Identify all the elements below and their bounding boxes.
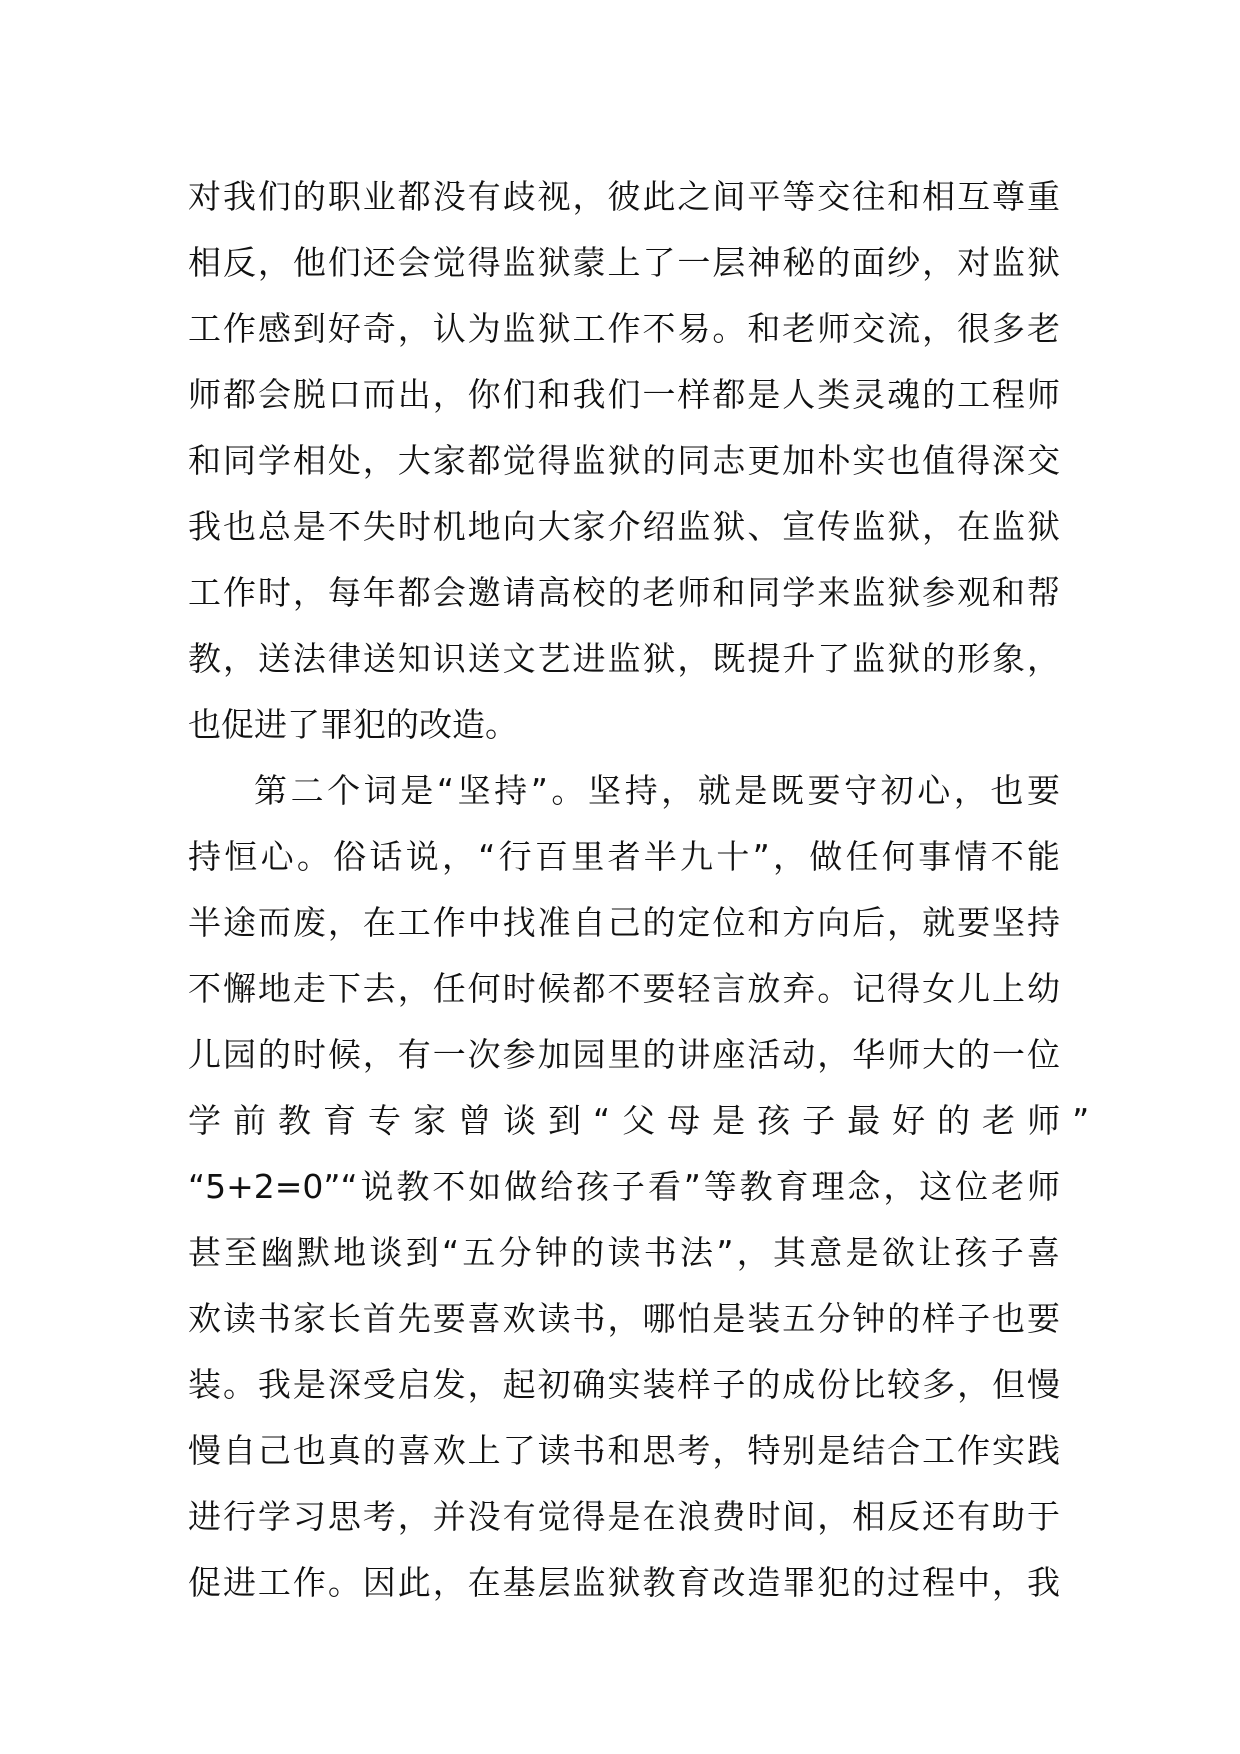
text-line: “5+2=0”“说教不如做给孩子看”等教育理念，这位老师 [188,1167,1060,1206]
text-line: 对我们的职业都没有歧视，彼此之间平等交往和相互尊重 [188,177,1060,216]
text-line: 也促进了罪犯的改造。 [188,705,518,744]
text-line: 持恒心。俗话说，“行百里者半九十”，做任何事情不能 [188,837,1060,876]
text-line: 师都会脱口而出，你们和我们一样都是人类灵魂的工程师 [188,375,1060,414]
text-line: 工作感到好奇，认为监狱工作不易。和老师交流，很多老 [188,309,1060,348]
paragraph-first-line: 第二个词是“坚持”。坚持，就是既要守初心，也要 [254,771,1060,810]
text-line: 半途而废，在工作中找准自己的定位和方向后，就要坚持 [188,903,1060,942]
text-line: 装。我是深受启发，起初确实装样子的成份比较多，但慢 [188,1365,1060,1404]
text-line: 不懈地走下去，任何时候都不要轻言放弃。记得女儿上幼 [188,969,1060,1008]
body-text [188,164,1102,1616]
text-line: 我也总是不失时机地向大家介绍监狱、宣传监狱，在监狱 [188,507,1060,546]
text-line: 相反，他们还会觉得监狱蒙上了一层神秘的面纱，对监狱 [188,243,1060,282]
text-line: 慢自己也真的喜欢上了读书和思考，特别是结合工作实践 [188,1431,1060,1470]
text-line: 欢读书家长首先要喜欢读书，哪怕是装五分钟的样子也要 [188,1299,1060,1338]
text-line: 儿园的时候，有一次参加园里的讲座活动，华师大的一位 [188,1035,1060,1074]
text-line: 教，送法律送知识送文艺进监狱，既提升了监狱的形象， [188,639,1060,678]
text-line: 促进工作。因此，在基层监狱教育改造罪犯的过程中，我 [188,1563,1060,1602]
text-line: 工作时，每年都会邀请高校的老师和同学来监狱参观和帮 [188,573,1060,612]
text-line: 学前教育专家曾谈到“父母是孩子最好的老师” [188,1101,1102,1140]
text-line: 进行学习思考，并没有觉得是在浪费时间，相反还有助于 [188,1497,1060,1536]
text-line: 和同学相处，大家都觉得监狱的同志更加朴实也值得深交 [188,441,1060,480]
text-line: 甚至幽默地谈到“五分钟的读书法”，其意是欲让孩子喜 [188,1233,1060,1272]
